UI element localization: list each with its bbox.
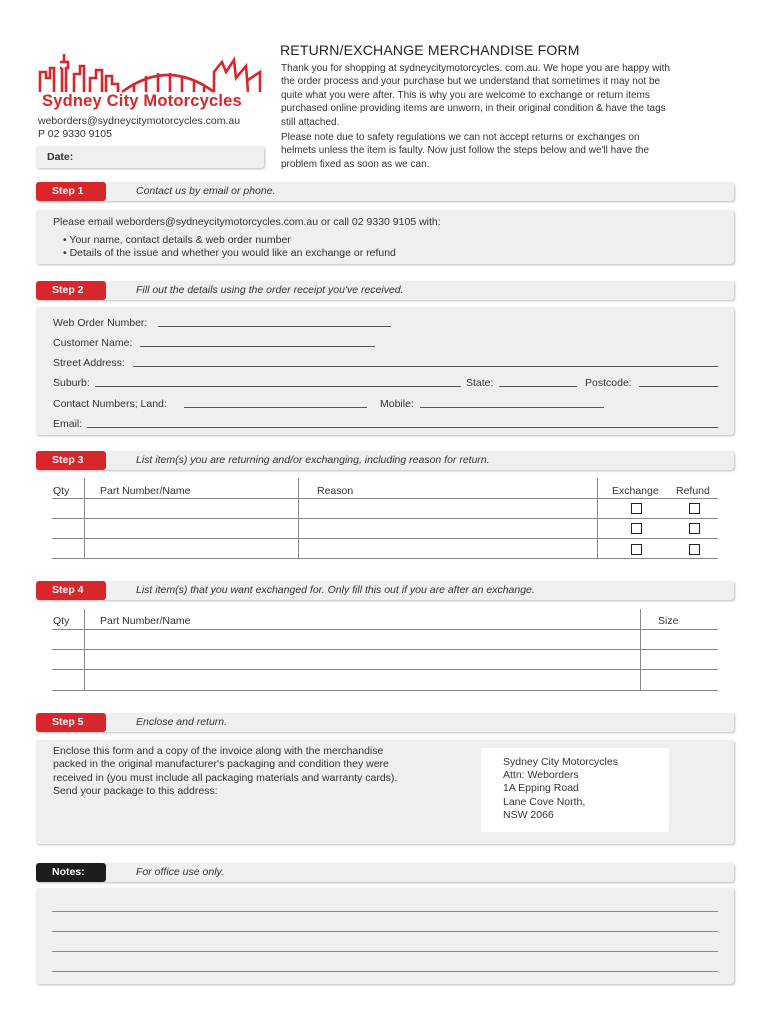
land-phone-input[interactable] [184,407,367,408]
table-row[interactable] [52,558,718,559]
exchange-checkbox[interactable] [631,503,642,514]
mobile-input[interactable] [420,407,604,408]
step-1-instruction: Contact us by email or phone. [136,185,276,197]
address-line: Sydney City Motorcycles [503,756,618,768]
table-row[interactable] [52,690,718,691]
step-2-instruction: Fill out the details using the order receipt you've received. [136,284,404,296]
table-row[interactable] [52,498,718,499]
notes-panel [36,888,734,984]
web-order-label: Web Order Number: [53,317,148,329]
step-3-refund-header: Refund [676,485,710,497]
brand-name: Sydney City Motorcycles [42,92,242,110]
form-title: RETURN/EXCHANGE MERCHANDISE FORM [280,42,580,58]
step-5-badge: Step 5 [36,713,106,732]
state-input[interactable] [499,386,577,387]
web-order-input[interactable] [158,326,391,327]
step-4-qty-header: Qty [53,615,70,627]
notes-line[interactable] [52,931,718,932]
step-1-contact-line: Please email weborders@sydneycitymotorcycles.com.au or call 02 9330 9105 with: [53,216,441,228]
step-3-bar [36,451,734,470]
suburb-input[interactable] [95,386,461,387]
date-label: Date: [47,151,74,163]
refund-checkbox[interactable] [689,523,700,534]
mobile-label: Mobile: [380,398,414,410]
step-4-instruction: List item(s) that you want exchanged for. Only fill this out if you are after an exchange. [136,584,535,596]
table-row[interactable] [52,669,718,670]
suburb-label: Suburb: [53,377,90,389]
address-line: Attn: Weborders [503,769,579,782]
step-4-size-header: Size [658,615,679,627]
step-3-exchange-header: Exchange [612,485,659,497]
notes-bar [36,863,734,882]
step-5-instruction: Enclose and return. [136,716,228,728]
email-input[interactable] [87,427,718,428]
contact-land-label: Contact Numbers; Land: [53,398,167,410]
refund-checkbox[interactable] [689,544,700,555]
notes-line[interactable] [52,951,718,952]
step-3-part-header: Part Number/Name [100,485,191,497]
step-3-qty-header: Qty [53,485,70,497]
customer-name-input[interactable] [140,346,375,347]
state-label: State: [466,377,494,389]
table-row[interactable] [52,629,718,630]
date-field[interactable] [36,146,264,168]
step-2-badge: Step 2 [36,281,106,300]
notes-instruction: For office use only. [136,866,224,878]
step-4-bar [36,581,734,600]
address-line: NSW 2066 [503,808,554,821]
brand-email[interactable]: weborders@sydneycitymotorcycles.com.au [38,115,241,127]
street-address-input[interactable] [133,366,718,367]
step-5-bar [36,713,734,732]
table-row[interactable] [52,518,718,519]
customer-name-label: Customer Name: [53,337,133,349]
table-row[interactable] [52,649,718,650]
step-1-bullet: • Your name, contact details & web order number [63,234,291,246]
refund-checkbox[interactable] [689,503,700,514]
address-line: 1A Epping Road [503,782,579,795]
step-4-part-header: Part Number/Name [100,615,191,627]
postcode-input[interactable] [639,386,718,387]
intro-text: Thank you for shopping at sydneycitymotorcycles. com.au. We hope you are happy with the order process and your purchase but we understand that sometimes it may not be quite what you were after. This is why you are welcome to exchange or return items purchased online providing items are unworn, in their original condition & have the tags still attached. [281,63,670,128]
brand-phone: P 02 9330 9105 [38,128,112,140]
notes-badge: Notes: [36,863,106,882]
table-row[interactable] [52,538,718,539]
note-text: Please note due to safety regulations we can not accept returns or exchanges on helmets unless the item is faulty. Now just follow the steps below and we'll have the problem fixed as soon as we can. [281,132,650,170]
step-3-badge: Step 3 [36,451,106,470]
step-4-badge: Step 4 [36,581,106,600]
exchange-checkbox[interactable] [631,523,642,534]
step-3-instruction: List item(s) you are returning and/or exchanging, including reason for return. [136,454,490,466]
street-address-label: Street Address: [53,357,125,369]
notes-line[interactable] [52,971,718,972]
step-1-badge: Step 1 [36,182,106,201]
return-address-box [481,748,669,832]
exchange-checkbox[interactable] [631,544,642,555]
notes-line[interactable] [52,911,718,912]
step-1-bar [36,182,734,201]
postcode-label: Postcode: [585,377,632,389]
step-2-bar [36,281,734,300]
address-line: Lane Cove North, [503,795,586,808]
step-1-bullet: • Details of the issue and whether you would like an exchange or refund [63,247,396,259]
email-label: Email: [53,418,83,430]
step-3-reason-header: Reason [317,485,354,497]
step-5-instructions: Enclose this form and a copy of the invoice along with the merchandise packed in the original manufacturer's packaging and condition they were received in (you must include all packaging materials and warranty cards). Send your package to this address: [53,745,398,797]
